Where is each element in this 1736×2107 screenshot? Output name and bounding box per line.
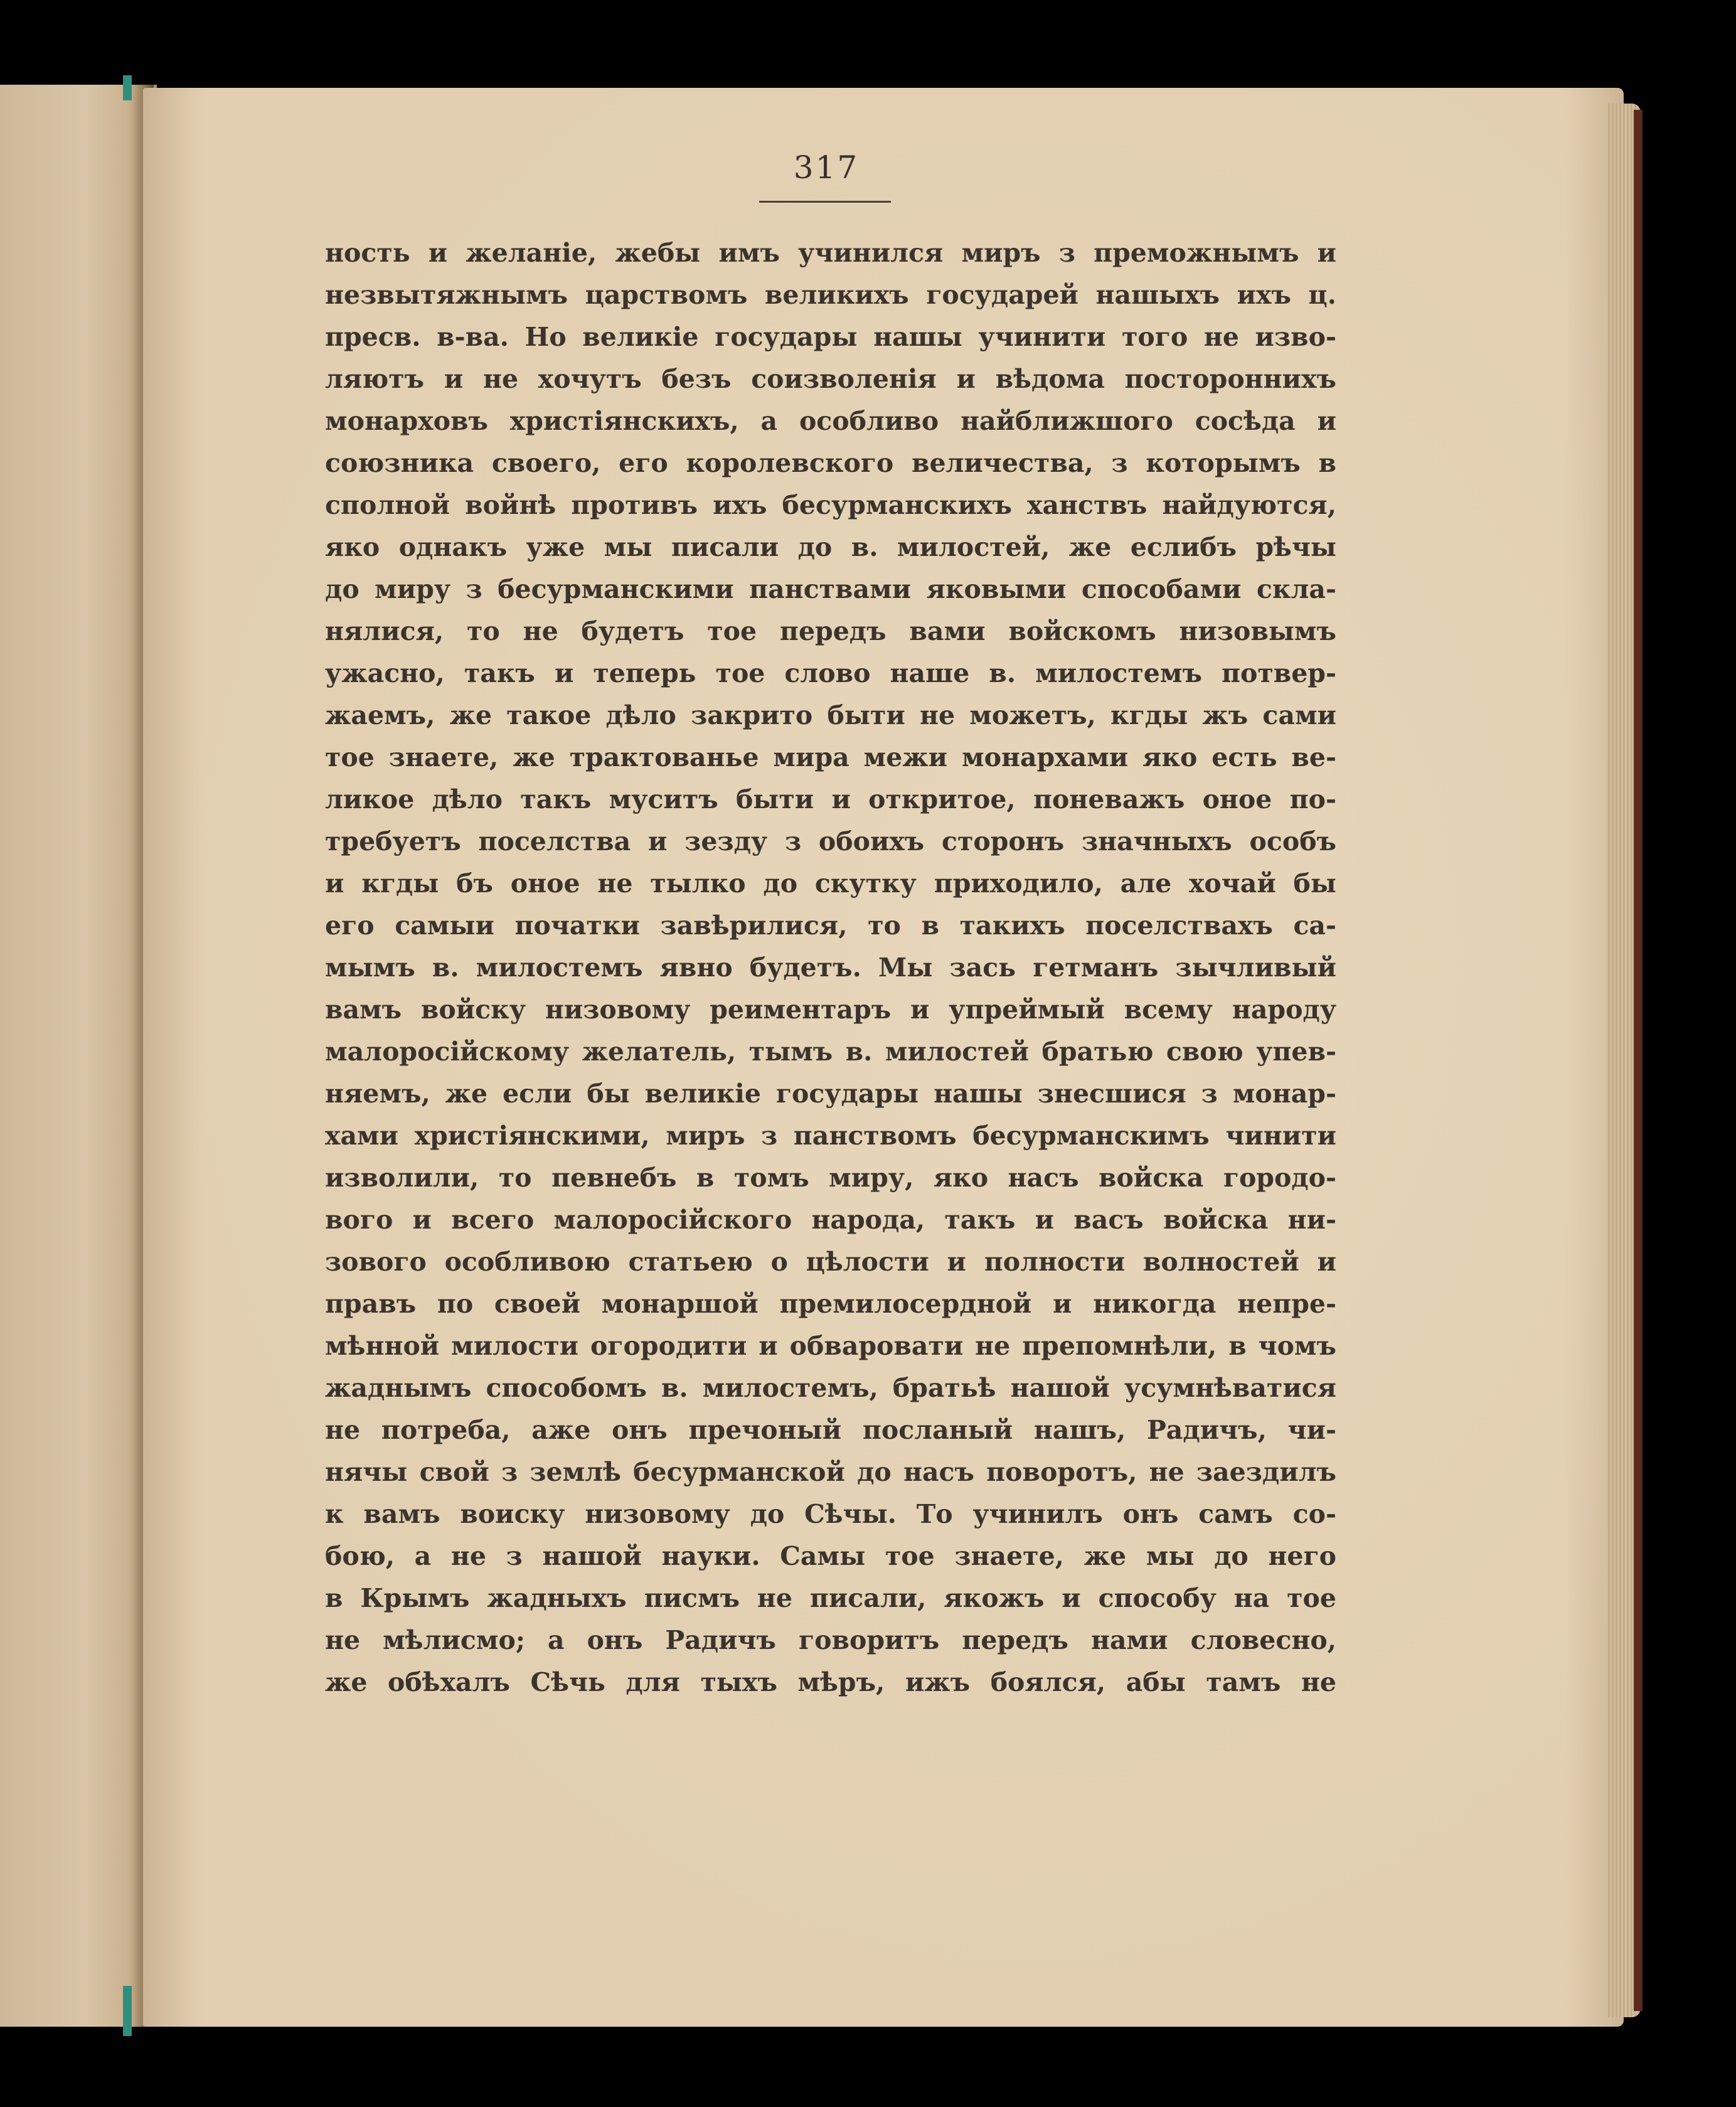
text-line: его самыи початки завѣрилися, то в такихъ поселствахъ са- xyxy=(325,910,1336,941)
text-line: ликое дѣло такъ муситъ быти и откритое, поневажъ оное по- xyxy=(325,784,1336,814)
text-line: же обѣхалъ Сѣчь для тыхъ мѣръ, ижъ боялся, абы тамъ не xyxy=(325,1667,1336,1697)
text-line: хами христіянскими, миръ з панствомъ бесурманскимъ чинити xyxy=(325,1121,1336,1151)
cover-edge xyxy=(1634,110,1643,2011)
text-line: требуетъ поселства и зезду з обоихъ сторонъ значныхъ особъ xyxy=(325,826,1336,856)
text-line: зового особливою статьею о цѣлости и полности волностей и xyxy=(325,1247,1336,1277)
binding-thread xyxy=(123,75,132,100)
text-line: ность и желаніе, жебы имъ учинился миръ з преможнымъ и xyxy=(325,238,1336,268)
text-line: в Крымъ жадныхъ писмъ не писали, якожъ и способу на тое xyxy=(325,1583,1336,1613)
text-line: яко однакъ уже мы писали до в. милостей, же еслибъ рѣчы xyxy=(325,532,1336,562)
text-line: мымъ в. милостемъ явно будетъ. Мы зась гетманъ зычливый xyxy=(325,952,1336,983)
text-line: правъ по своей монаршой премилосердной и никогда непре- xyxy=(325,1289,1336,1319)
text-line: к вамъ воиску низовому до Сѣчы. То учинилъ онъ самъ со- xyxy=(325,1499,1336,1529)
text-line: пресв. в-ва. Но великіе государы нашы учинити того не изво- xyxy=(325,322,1336,352)
text-line: жаднымъ способомъ в. милостемъ, братьѣ нашой усумнѣватися xyxy=(325,1373,1336,1403)
text-line: нячы свой з землѣ бесурманской до насъ поворотъ, не заездилъ xyxy=(325,1457,1336,1487)
text-line: вого и всего малоросійского народа, такъ и васъ войска ни- xyxy=(325,1205,1336,1235)
text-line: до миру з бесурманскими панствами яковыми способами скла- xyxy=(325,574,1336,604)
text-line: сполной войнѣ противъ ихъ бесурманскихъ ханствъ найдуются, xyxy=(325,490,1336,520)
page-number: 317 xyxy=(793,149,860,186)
text-line: монарховъ христіянскихъ, а особливо найближшого сосѣда и xyxy=(325,406,1336,436)
text-line: няемъ, же если бы великіе государы нашы знесшися з монар- xyxy=(325,1079,1336,1109)
text-line: нялися, то не будетъ тое передъ вами войскомъ низовымъ xyxy=(325,616,1336,646)
text-line: союзника своего, его королевского величества, з которымъ в xyxy=(325,448,1336,478)
binding-thread xyxy=(123,1986,132,2036)
text-line: незвытяжнымъ царствомъ великихъ государей нашыхъ ихъ ц. xyxy=(325,280,1336,310)
page-number-rule xyxy=(759,201,891,203)
text-line: ужасно, такъ и теперь тое слово наше в. милостемъ потвер- xyxy=(325,658,1336,688)
text-line: бою, а не з нашой науки. Самы тое знаете, же мы до него xyxy=(325,1541,1336,1571)
text-line: ляютъ и не хочутъ безъ соизволенія и вѣдома постороннихъ xyxy=(325,364,1336,394)
text-line: вамъ войску низовому реиментаръ и упреймый всему народу xyxy=(325,995,1336,1025)
text-line: малоросійскому желатель, тымъ в. милостей братью свою упев- xyxy=(325,1037,1336,1067)
text-line: и кгды бъ оное не тылко до скутку приходило, але хочай бы xyxy=(325,868,1336,899)
text-line: тое знаете, же трактованье мира межи монархами яко есть ве- xyxy=(325,742,1336,772)
text-line: не потреба, аже онъ пречоный посланый нашъ, Радичъ, чи- xyxy=(325,1415,1336,1445)
body-text xyxy=(325,232,1336,1704)
text-line: не мѣлисмо; а онъ Радичъ говоритъ передъ нами словесно, xyxy=(325,1625,1336,1655)
text-line: мѣнной милости огородити и обваровати не препомнѣли, в чомъ xyxy=(325,1331,1336,1361)
text-line: жаемъ, же такое дѣло закрито быти не можетъ, кгды жъ сами xyxy=(325,700,1336,730)
text-line: изволили, то певнебъ в томъ миру, яко насъ войска городо- xyxy=(325,1163,1336,1193)
